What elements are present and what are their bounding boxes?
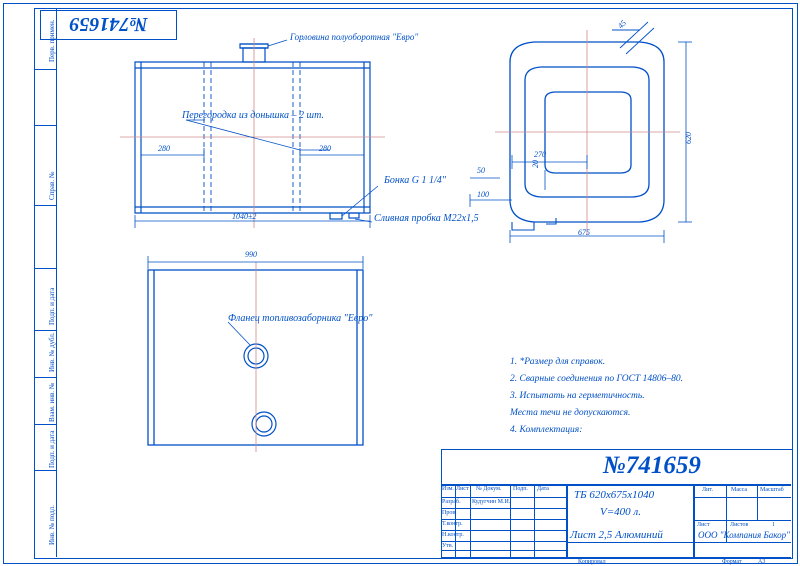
title-block-divider: [441, 541, 566, 542]
title-block-divider: [693, 497, 791, 498]
format-value: А3: [758, 559, 766, 565]
tb-sheets-value: 1: [772, 522, 775, 528]
company-text: ООО "Компания Бакор": [698, 530, 790, 540]
tb-row-razrab: Разраб.: [442, 499, 461, 505]
tb-row-tkontr: Т.контр.: [442, 521, 463, 527]
title-block-divider: [441, 508, 566, 509]
tb-sheet-label: Лист: [697, 522, 710, 528]
title-block-divider: [441, 530, 566, 531]
title-block-divider: [757, 484, 758, 520]
tb-scale-label: Масштаб: [760, 487, 784, 493]
dim-side-620: 620: [684, 132, 693, 144]
tb-col-list: Лист: [456, 486, 469, 492]
title-block-divider: [693, 542, 791, 543]
callout-bonka: Бонка G 1 1/4": [384, 175, 446, 186]
margin-label-4: Взам. инв. №: [48, 382, 56, 422]
dim-side-270: 270: [534, 150, 546, 159]
callout-flange: Фланец топливозаборника "Евро": [228, 313, 373, 324]
tb-col-izm: Изм.: [442, 486, 454, 492]
title-block-divider: [441, 519, 566, 520]
margin-label-3: Инв. № дубл.: [48, 332, 56, 372]
dim-front-1040: 1040±2: [232, 212, 257, 221]
title-block-divider: [510, 484, 511, 557]
tb-row-utv: Утв.: [442, 543, 454, 549]
title-block-divider: [693, 520, 791, 521]
tb-mass-label: Масса: [731, 487, 748, 493]
dim-side-20: 20: [531, 160, 540, 168]
title-block-divider: [441, 550, 566, 551]
format-label: Формат: [722, 559, 742, 565]
note-1: 1. *Размер для справок.: [510, 357, 606, 367]
note-4: 4. Комплектация:: [510, 425, 583, 435]
dim-top-990: 990: [245, 250, 257, 259]
note-2: 2. Сварные соединения по ГОСТ 14806–80.: [510, 374, 683, 384]
title-block-divider: [566, 542, 693, 543]
tb-sheets-label: Листов: [730, 522, 749, 528]
title-block-divider: [566, 484, 568, 557]
title-number: №741659: [603, 452, 701, 479]
callout-drain-plug: Сливная пробка М22х1,5: [374, 213, 479, 224]
tb-col-podp: Подп.: [513, 486, 528, 492]
callout-baffle: Перегородка из донышка – 2 шт.: [182, 110, 324, 121]
dim-side-50: 50: [477, 166, 485, 175]
product-line2: V=400 л.: [600, 506, 641, 518]
product-line1: ТБ 620х675х1040: [574, 489, 655, 501]
material-text: Лист 2,5 Алюминий: [570, 529, 663, 541]
dim-side-100: 100: [477, 190, 489, 199]
tb-col-docum: № Докум.: [476, 486, 502, 492]
note-3: 3. Испытать на герметичность.: [510, 391, 645, 401]
dim-side-675: 675: [578, 228, 590, 237]
margin-label-5: Подп. и дата: [48, 430, 56, 468]
callout-filler-neck: Горловина полуоборотная "Евро": [290, 32, 419, 42]
tb-row-nkontr: Н.контр.: [442, 532, 464, 538]
tb-col-data: Дата: [537, 486, 549, 492]
note-3b: Места течи не допускаются.: [510, 408, 631, 418]
tb-lit-label: Лит.: [702, 487, 713, 493]
margin-label-0: Перв. примен.: [48, 19, 56, 62]
title-block-divider: [470, 484, 471, 557]
dim-front-280-right: 280: [319, 144, 331, 153]
corner-code-text: №741659: [69, 13, 148, 35]
title-block-divider: [441, 497, 566, 498]
tb-designer-name: Кудугчин М.И.: [472, 499, 511, 505]
margin-label-1: Справ. №: [48, 171, 56, 200]
title-block-divider: [534, 484, 535, 557]
margin-label-6: Инв. № подл.: [48, 505, 56, 545]
title-block-divider: [726, 484, 727, 520]
dim-side-45: 45: [616, 18, 629, 31]
title-block-bottom: [441, 557, 791, 558]
dim-front-280-left: 280: [158, 144, 170, 153]
tb-row-prov: Пров.: [442, 510, 457, 516]
copier-label: Копировал: [578, 559, 606, 565]
margin-label-2: Подп. и дата: [48, 287, 56, 325]
